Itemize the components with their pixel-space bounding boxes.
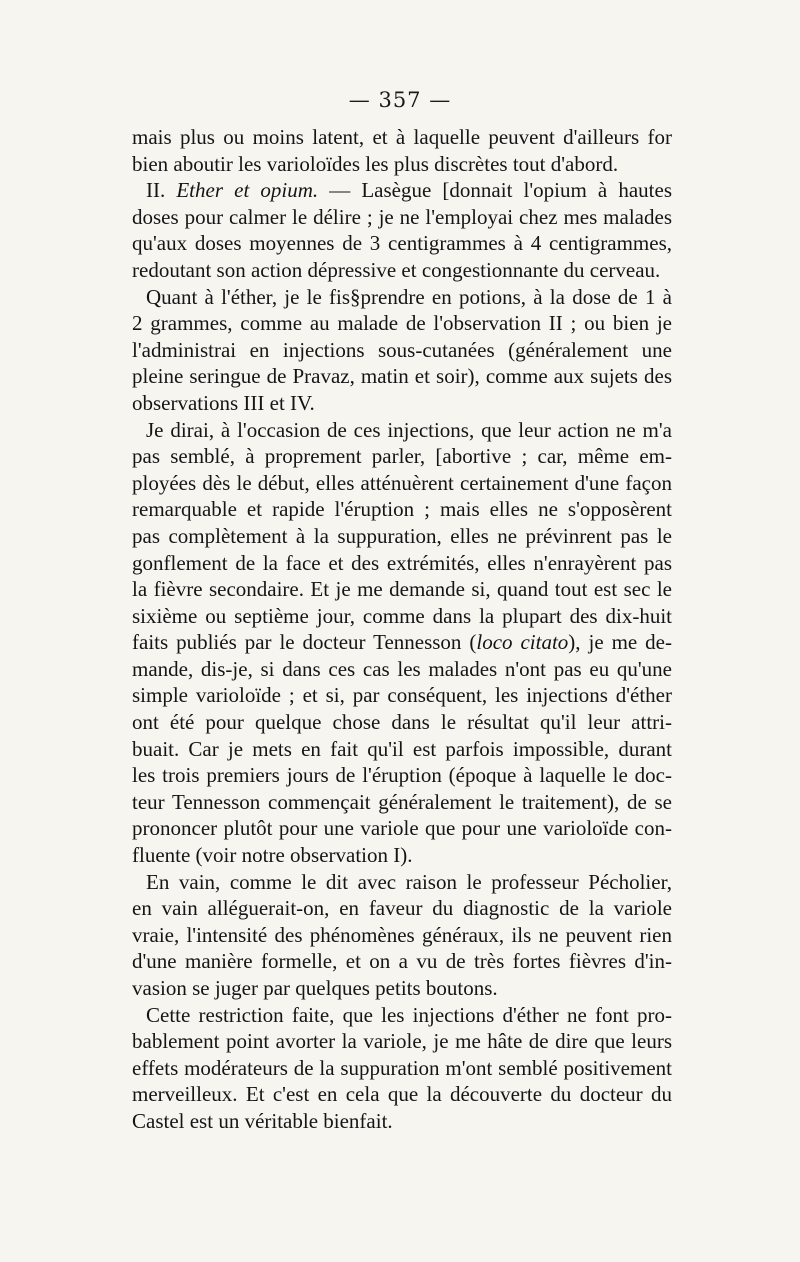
text-line: en vain alléguerait-on, en faveur du diagnostic de la variole — [132, 896, 672, 921]
text-line: l'administrai en injections sous-cutanées (généralement une — [132, 337, 672, 362]
text-line: teur Tennesson commençait généralement le traitement), de se — [132, 789, 672, 814]
text-line: II. Ether et opium. — Lasègue [donnait l'opium à hautes — [146, 178, 672, 203]
text-line: les trois premiers jours de l'éruption (époque à laquelle le doc- — [132, 763, 672, 788]
text-line: Cette restriction faite, que les injections d'éther ne font pro- — [146, 1002, 672, 1027]
paragraph-3 — [132, 284, 672, 417]
text-line: mais plus ou moins latent, et à laquelle peuvent d'ailleurs for — [132, 125, 672, 149]
text-line: simple varioloïde ; et si, par conséquent, les injections d'éther — [132, 683, 672, 708]
text-line: observations III et IV. — [132, 390, 315, 415]
text-line: En vain, comme le dit avec raison le professeur Pécholier, — [146, 869, 672, 894]
text-line: pas semblé, à proprement parler, [abortive ; car, même em- — [132, 444, 672, 469]
body-text — [132, 124, 672, 1135]
section-title: Ether et opium. — [176, 178, 319, 203]
text-line: pas complètement à la suppuration, elles ne prévinrent pas le — [132, 523, 672, 548]
citation-italic: loco citato — [476, 630, 569, 655]
text-line: d'une manière formelle, et on a vu de très fortes fièvres d'in- — [132, 949, 672, 974]
text-line: la fièvre secondaire. Et je me demande si, quand tout est sec le — [132, 577, 672, 602]
text-line: fluente (voir notre observation I). — [132, 843, 413, 868]
text-line: doses pour calmer le délire ; je ne l'employai chez mes malades — [132, 204, 672, 229]
paragraph-1 — [132, 124, 672, 177]
text-line: qu'aux doses moyennes de 3 centigrammes à 4 centigrammes, — [132, 231, 672, 256]
paragraph-6 — [132, 1002, 672, 1135]
text-line: mande, dis-je, si dans ces cas les malades n'ont pas eu qu'une — [132, 656, 672, 681]
text-line: buait. Car je mets en fait qu'il est parfois impossible, durant — [132, 736, 672, 761]
text-line: pleine seringue de Pravaz, matin et soir), comme aux sujets des — [132, 364, 672, 389]
text-line: Castel est un véritable bienfait. — [132, 1108, 393, 1133]
text-line: faits publiés par le docteur Tennesson (loco citato), je me de- — [132, 630, 672, 655]
paragraph-2 — [132, 177, 672, 283]
text-line: gonflement de la face et des extrémités, elles n'enrayèrent pas — [132, 550, 672, 575]
section-number: II. — [146, 178, 177, 203]
text-line: remarquable et rapide l'éruption ; mais elles ne s'opposèrent — [132, 497, 672, 522]
page-number: — 357 — — [348, 88, 452, 112]
text-line: Quant à l'éther, je le fis§prendre en potions, à la dose de 1 à — [146, 284, 672, 309]
paragraph-5 — [132, 869, 672, 1002]
text-line: vraie, l'intensité des phénomènes généraux, ils ne peuvent rien — [132, 922, 672, 947]
text-line: prononcer plutôt pour une variole que pour une varioloïde con- — [132, 816, 672, 841]
text-line: bien aboutir les varioloïdes les plus discrètes tout d'abord. — [132, 151, 619, 176]
text-line: redoutant son action dépressive et congestionnante du cerveau. — [132, 257, 661, 282]
text-line: merveilleux. Et c'est en cela que la découverte du docteur du — [132, 1082, 672, 1107]
text-line: bablement point avorter la variole, je me hâte de dire que leurs — [132, 1029, 672, 1054]
text-line: Je dirai, à l'occasion de ces injections, que leur action ne m'a — [146, 417, 672, 442]
paragraph-4 — [132, 417, 672, 869]
text-line: effets modérateurs de la suppuration m'ont semblé positivement — [132, 1055, 672, 1080]
text-line: 2 grammes, comme au malade de l'observation II ; ou bien je — [132, 311, 672, 336]
text-line: sixième ou septième jour, comme dans la plupart des dix-huit — [132, 603, 672, 628]
text-line: ployées dès le début, elles atténuèrent certainement d'une façon — [132, 470, 672, 495]
text-line: vasion se juger par quelques petits boutons. — [132, 976, 498, 1000]
text-line: ont été pour quelque chose dans le résultat qu'il leur attri- — [132, 710, 672, 735]
